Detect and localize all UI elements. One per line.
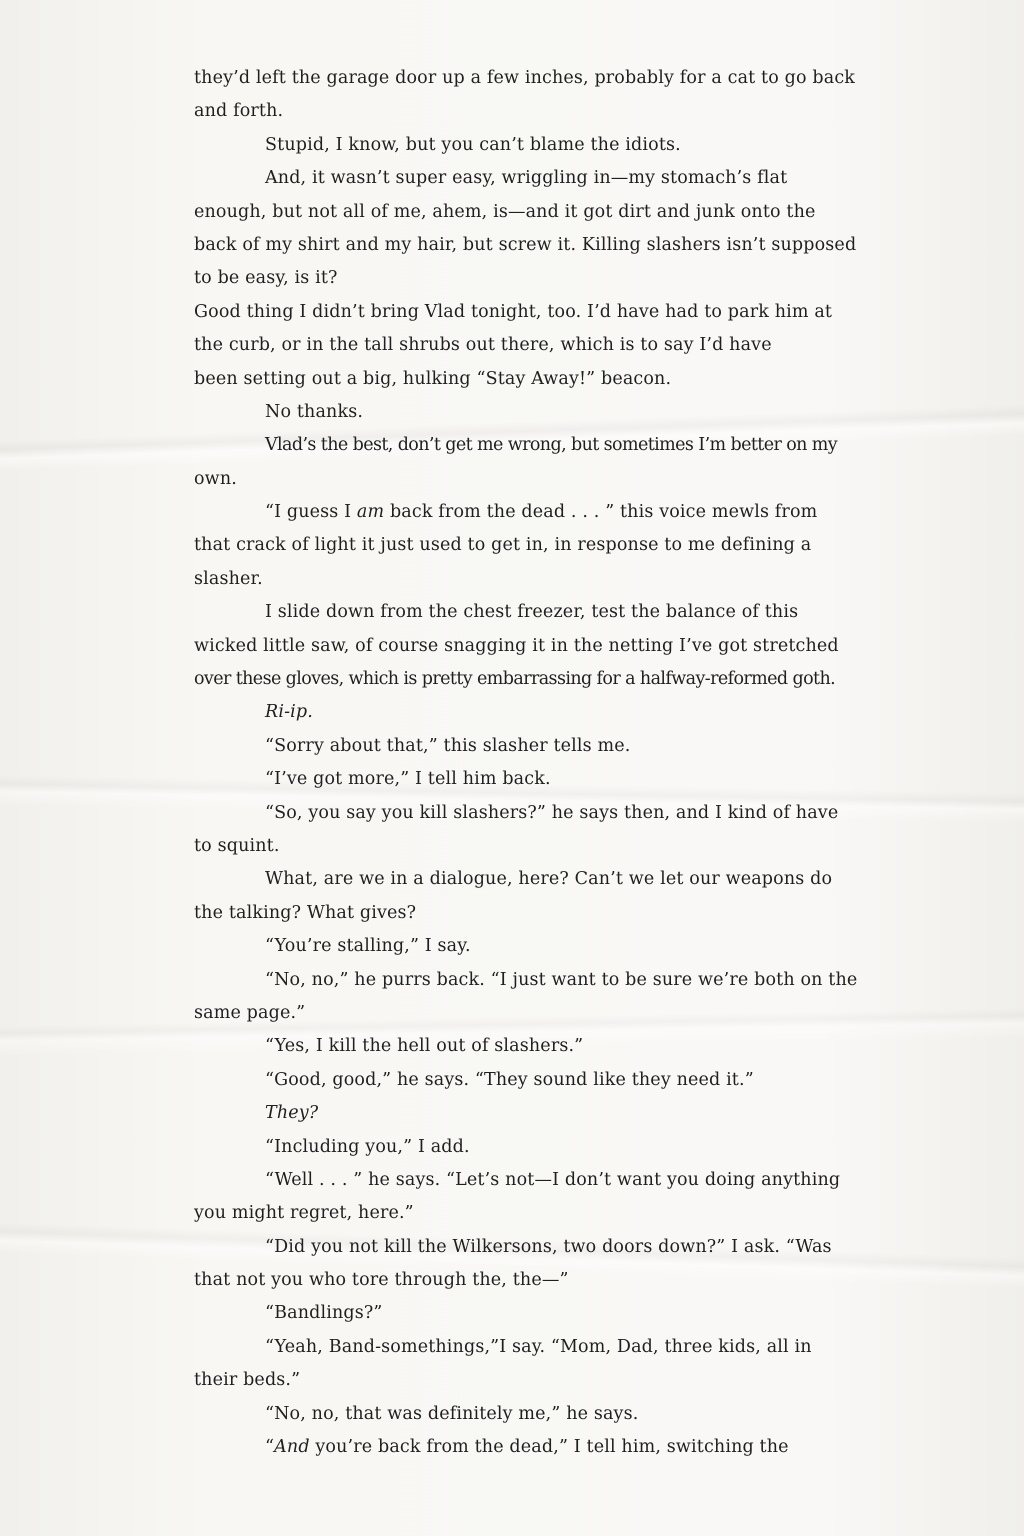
text-line: Stupid, I know, but you can’t blame the idiots. [265,134,681,155]
text-line: “So, you say you kill slashers?” he says then, and I kind of have [265,802,839,823]
text-line: “You’re stalling,” I say. [265,936,471,957]
text-line: own. [194,468,237,489]
text-line [194,496,834,529]
text-line: been setting out a big, hulking “Stay Away!” beacon. [194,368,672,389]
body-text [194,62,858,1464]
text-line: Good thing I didn’t bring Vlad tonight, too. I’d have had to park him at [194,301,833,322]
text-line: that crack of light it just used to get in, in response to me defining a [194,535,812,556]
emphasis: Ri-ip. [265,702,313,723]
text-line: they’d left the garage door up a few inches, probably for a cat to go back [194,68,856,88]
text-run: “I guess I [265,502,357,523]
text-line: “Yeah, Band-somethings,”I say. “Mom, Dad, three kids, all in [265,1336,812,1357]
text-line: that not you who tore through the, the—” [194,1270,569,1291]
text-line: “Yes, I kill the hell out of slashers.” [265,1036,584,1057]
text-line: “No, no,” he purrs back. “I just want to be sure we’re both on the [265,969,858,990]
text-run: you’re back from the dead,” I tell him, switching the [309,1437,789,1458]
text-line: “Sorry about that,” this slasher tells me. [265,735,631,756]
text-run: “ [265,1437,275,1458]
text-line: the talking? What gives? [194,902,417,923]
text-line: back of my shirt and my hair, but screw it. Killing slashers isn’t supposed [194,234,857,255]
text-line: I slide down from the chest freezer, test the balance of this [265,602,799,623]
text-line: you might regret, here.” [194,1203,414,1224]
text-line: over these gloves, which is pretty embarrassing for a halfway-reformed goth. [194,669,836,690]
text-line: their beds.” [194,1370,301,1391]
text-line: “Bandlings?” [265,1303,383,1324]
text-line: “Including you,” I add. [265,1136,470,1157]
text-line: “I’ve got more,” I tell him back. [265,769,551,790]
text-line: “Well . . . ” he says. “Let’s not—I don’t want you doing anything [265,1169,841,1190]
text-line [194,1431,834,1464]
text-line: And, it wasn’t super easy, wriggling in—my stomach’s flat [265,168,788,189]
text-line: “Did you not kill the Wilkersons, two doors down?” I ask. “Was [265,1236,832,1257]
text-line: “No, no, that was definitely me,” he says. [265,1403,639,1424]
text-run: back from the dead . . . ” this voice mewls from [384,502,818,523]
text-line: and forth. [194,101,284,122]
text-line: the curb, or in the tall shrubs out there, which is to say I’d have [194,335,772,356]
emphasis: am [356,502,385,523]
text-line: Vlad’s the best, don’t get me wrong, but sometimes I’m better on my [265,435,838,456]
text-line: same page.” [194,1002,306,1023]
text-line: to be easy, is it? [194,268,338,289]
emphasis: They? [265,1103,319,1124]
text-line: to squint. [194,835,280,856]
text-line: No thanks. [265,401,364,422]
text-line: “Good, good,” he says. “They sound like they need it.” [265,1069,754,1090]
text-line [194,1097,834,1130]
text-line [194,696,834,729]
text-line: slasher. [194,568,263,589]
text-line: enough, but not all of me, ahem, is—and it got dirt and junk onto the [194,201,816,222]
text-line: What, are we in a dialogue, here? Can’t we let our weapons do [265,869,833,890]
text-line: wicked little saw, of course snagging it in the netting I’ve got stretched [194,635,839,656]
emphasis: And [274,1437,310,1458]
